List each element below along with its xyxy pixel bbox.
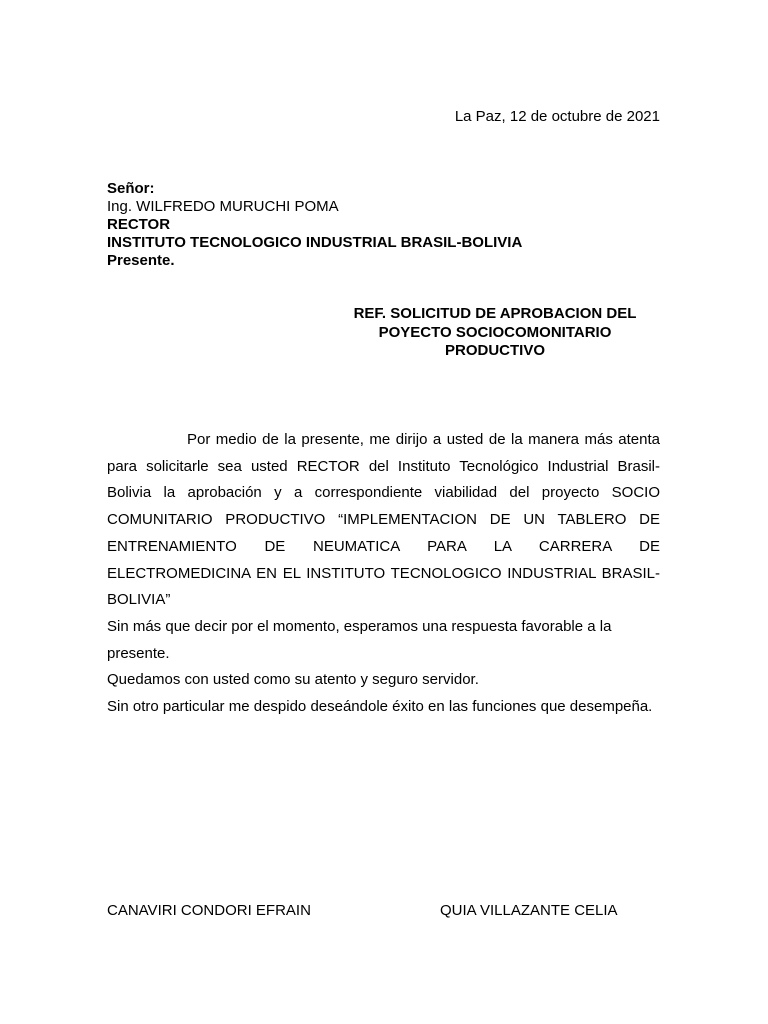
recipient-presente: Presente. xyxy=(107,252,175,269)
reference-line-2: POYECTO SOCIOCOMONITARIO xyxy=(378,323,612,341)
reference-block xyxy=(340,305,650,361)
recipient-name: Ing. WILFREDO MURUCHI POMA xyxy=(107,198,339,215)
body-paragraph-closing-3: Sin otro particular me despido deseándole éxito en las funciones que desempeña. xyxy=(107,698,653,716)
signature-right: QUIA VILLAZANTE CELIA xyxy=(440,902,618,919)
reference-line-3: PRODUCTIVO xyxy=(444,342,545,359)
body-paragraph-closing-2: Quedamos con usted como su atento y seguro servidor. xyxy=(107,671,479,689)
letter-date: La Paz, 12 de octubre de 2021 xyxy=(454,108,660,125)
recipient-position: RECTOR xyxy=(107,216,171,233)
recipient-institution: INSTITUTO TECNOLOGICO INDUSTRIAL BRASIL-BOLIVIA xyxy=(107,234,523,251)
recipient-salutation: Señor: xyxy=(107,180,155,197)
body-paragraph-request: Por medio de la presente, me dirijo a usted de la manera más atenta para solicitarle sea usted RECTOR del Instituto Tecnológico Industrial Brasil-Bolivia la aprobación y a correspondiente viabilidad del proyecto SOCIO COMUNITARIO PRODUCTIVO “IMPLEMENTACION DE UN TABLERO DE ENTRENAMIENTO DE NEUMATICA PARA LA CARRERA DE ELECTROMEDICINA EN EL INSTITUTO TECNOLOGICO INDUSTRIAL BRASIL-BOLIVIA” xyxy=(107,431,660,609)
reference-line-1: REF. SOLICITUD DE APROBACION DEL xyxy=(353,305,637,322)
body-paragraph-closing-1: Sin más que decir por el momento, esperamos una respuesta favorable a la presente. xyxy=(107,617,612,662)
letter-body xyxy=(107,427,660,721)
signature-left: CANAVIRI CONDORI EFRAIN xyxy=(107,902,311,919)
recipient-block xyxy=(107,180,522,270)
